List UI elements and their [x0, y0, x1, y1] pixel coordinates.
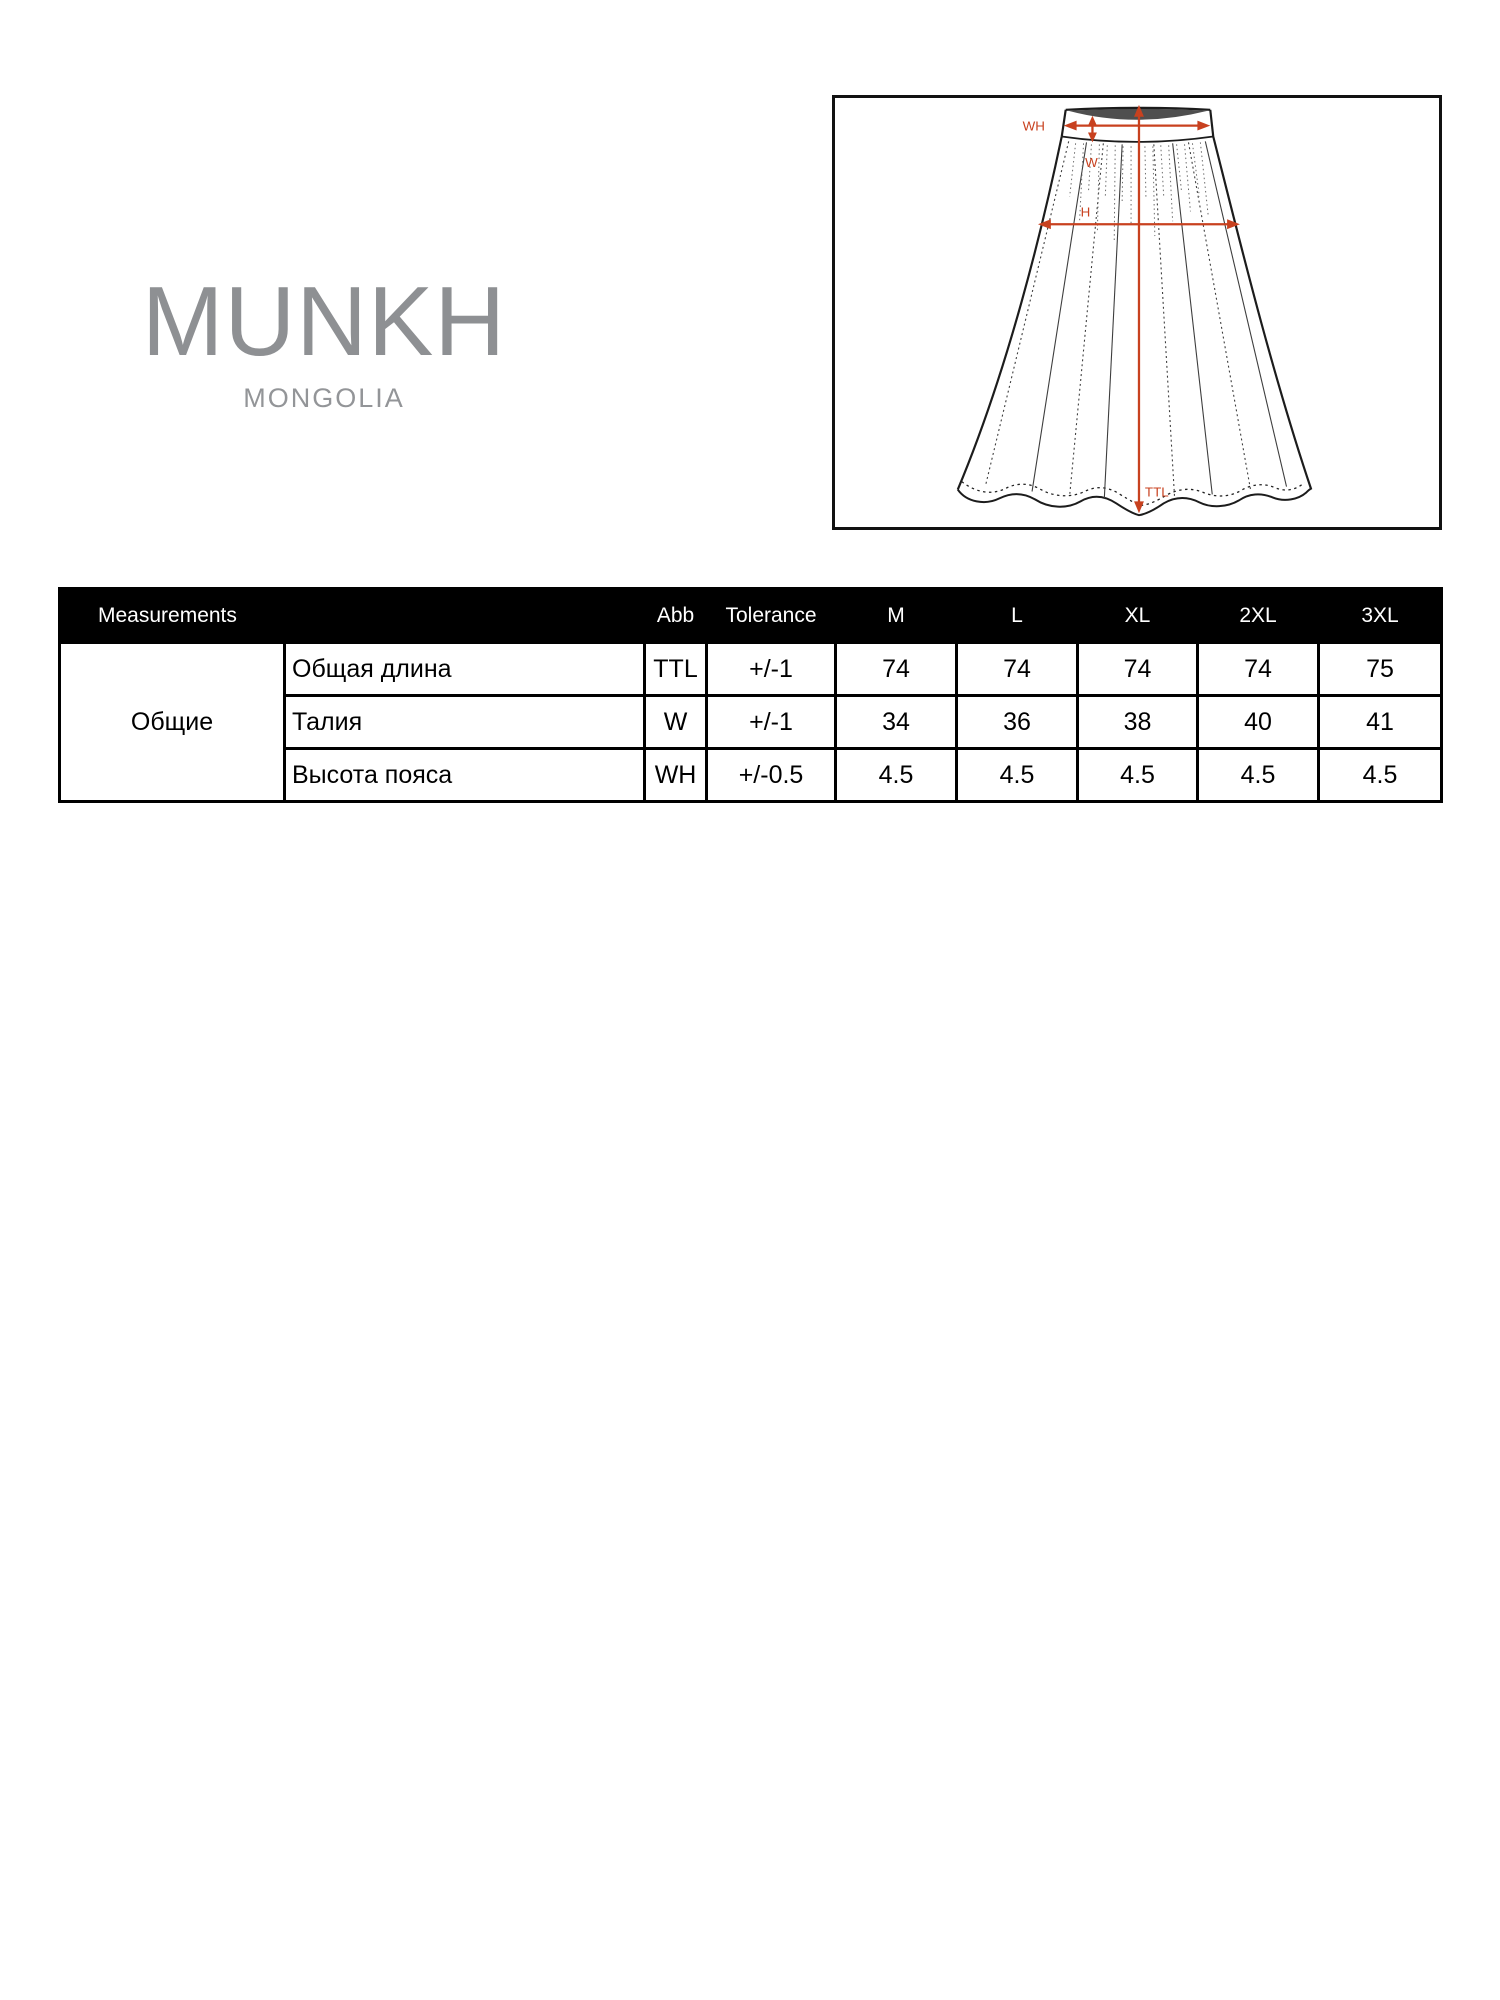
- tolerance-cell: +/-1: [707, 643, 836, 696]
- value-cell: 4.5: [1319, 749, 1442, 802]
- brand-name: MUNKH: [141, 266, 507, 376]
- value-cell: 34: [836, 696, 957, 749]
- ttl-label: TTL: [1144, 484, 1169, 500]
- diagram-box: [832, 95, 1442, 530]
- col-header-size-m: M: [836, 589, 957, 643]
- abb-cell: TTL: [645, 643, 707, 696]
- value-cell: 74: [836, 643, 957, 696]
- brand-subtitle: MONGOLIA: [243, 383, 405, 413]
- value-cell: 74: [1078, 643, 1198, 696]
- value-cell: 41: [1319, 696, 1442, 749]
- brand-logo: [124, 266, 524, 413]
- measurement-name: Талия: [285, 696, 645, 749]
- abb-cell: WH: [645, 749, 707, 802]
- value-cell: 74: [1198, 643, 1319, 696]
- w-arrow: [1088, 116, 1097, 143]
- skirt-outline: [958, 136, 1311, 515]
- value-cell: 36: [957, 696, 1078, 749]
- value-cell: 38: [1078, 696, 1198, 749]
- wh-label: WH: [1022, 118, 1045, 134]
- abb-cell: W: [645, 696, 707, 749]
- value-cell: 75: [1319, 643, 1442, 696]
- pleat-lines: [986, 141, 1287, 498]
- skirt-diagram: [835, 98, 1439, 527]
- table-row: [60, 643, 1442, 696]
- w-label: W: [1085, 155, 1098, 171]
- tolerance-cell: +/-0.5: [707, 749, 836, 802]
- value-cell: 4.5: [1078, 749, 1198, 802]
- group-cell: Общие: [60, 643, 285, 802]
- col-header-size-2xl: 2XL: [1198, 589, 1319, 643]
- ttl-arrow: [1134, 105, 1144, 513]
- wh-arrow: [1064, 121, 1211, 131]
- col-header-size-3xl: 3XL: [1319, 589, 1442, 643]
- tolerance-cell: +/-1: [707, 696, 836, 749]
- col-header-tolerance: Tolerance: [707, 589, 836, 643]
- measurement-name: Общая длина: [285, 643, 645, 696]
- col-header-measurements: Measurements: [60, 589, 645, 643]
- value-cell: 4.5: [957, 749, 1078, 802]
- value-cell: 4.5: [1198, 749, 1319, 802]
- h-label: H: [1080, 204, 1091, 220]
- col-header-abb: Abb: [645, 589, 707, 643]
- measurement-name: Высота пояса: [285, 749, 645, 802]
- size-table: [58, 587, 1443, 803]
- value-cell: 4.5: [836, 749, 957, 802]
- col-header-size-xl: XL: [1078, 589, 1198, 643]
- value-cell: 40: [1198, 696, 1319, 749]
- value-cell: 74: [957, 643, 1078, 696]
- table-header-row: [60, 589, 1442, 643]
- col-header-size-l: L: [957, 589, 1078, 643]
